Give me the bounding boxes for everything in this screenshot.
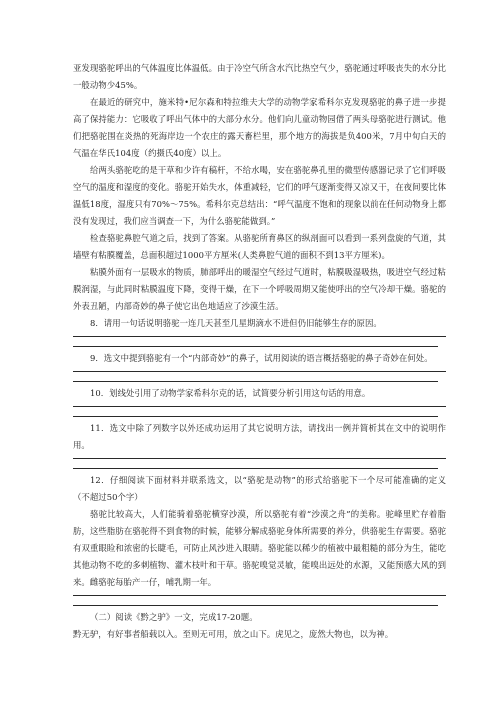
paragraph: 在最近的研究中，施米特•尼尔森和特拉维夫大学的动物学家希科尔克发现骆驼的鼻子进一步提高了保持能力：它吸收了呼出气体中的大部分水分。他们向儿童动物园借了两头母骆驼进行测试。他们把骆驼围在炎热的死海岸边一个农庄的露天畜栏里，那个地方的海拔是负400米，7月中旬白天的气温在华氏104度（约摄氏40度）以上。 xyxy=(73,97,446,158)
answer-line xyxy=(73,346,438,347)
classical-text-line: 黔无驴，有好事者船载以入。至则无可用，放之山下。虎见之，庞然大物也，以为神。 xyxy=(73,629,394,639)
paragraph: 亚发现骆驼呼出的气体温度比体温低。由于冷空气所含水汽比热空气少，骆驼通过呼吸丧失的水分比一般动物少45%。 xyxy=(73,63,446,90)
question-9: 9．选文中提到骆驼有一个“内部奇妙”的鼻子，试用阅读的语言概括骆驼的鼻子奇妙在何处。 xyxy=(90,353,433,363)
answer-line xyxy=(73,336,446,337)
answer-line xyxy=(73,458,446,459)
answer-line xyxy=(73,595,446,596)
question-10: 10．划线处引用了动物学家希科尔克的话，试简要分析引用这句话的用意。 xyxy=(90,388,371,398)
answer-lines-12[interactable] xyxy=(73,591,446,609)
section-heading: （二）阅读《黔之驴》一文，完成17-20题。 xyxy=(90,612,258,622)
answer-lines-10[interactable] xyxy=(73,402,446,420)
paragraph: 给两头骆驼吃的是干草和少许有稿杆，不给水喝，安在骆驼鼻孔里的微型传感器记录了它们呼吸空气的温度和湿度的变化。骆驼开始失水，体重减轻，它们的呼气逐渐变得又凉又干，在夜间要比体温低18度，湿度只有70%～75%。希科尔克总结出：“呼气温度不饱和的现象以前在任何动物身上都没有发现过，我们应当调查一下，为什么骆驼能做到。” xyxy=(73,165,446,226)
answer-lines-9[interactable] xyxy=(73,367,446,385)
answer-line xyxy=(73,406,446,407)
answer-lines-8[interactable] xyxy=(73,332,446,350)
answer-lines-11[interactable] xyxy=(73,454,446,472)
question-11: 11．选文中除了列数字以外还成功运用了其它说明方法，请找出一例并简析其在文中的说明作用。 xyxy=(73,423,446,450)
answer-line xyxy=(73,605,438,606)
answer-line xyxy=(73,381,438,382)
material-paragraph: 骆驼比较高大，人们能骑着骆驼横穿沙漠，所以骆驼有着“沙漠之舟”的美称。驼峰里贮存着脂肪，这些脂肪在骆驼得不到食物的时候，能够分解成骆驼身体所需要的养分，供骆驼生存需要。骆驼有双重眼睑和浓密的长睫毛，可防止风沙进入眼睛。骆驼能以稀少的植被中最粗糙的部分为生，能吃其他动物不吃的多刺植物、灌木枝叶和干草。骆驼嗅觉灵敏，能嗅出远处的水源，又能预感大风的到来。雌骆驼每胎产一仔，哺乳期一年。 xyxy=(73,509,446,587)
answer-line xyxy=(73,468,438,469)
answer-line xyxy=(73,371,446,372)
question-12: 12．仔细阅读下面材料并联系选文，以“骆驼是动物”的形式给骆驼下一个尽可能准确的定义（不超过50个字） xyxy=(73,475,446,502)
paragraph: 检查骆驼鼻腔气道之后，找到了答案。从骆驼所育鼻区的纵剖面可以看到一系列盘旋的气道，其墙壁有粘膜覆盖，总面积超过1000平方厘米(人类鼻腔气道的面积不到13平方厘米)。 xyxy=(73,233,446,260)
paragraph: 粘膜外面有一层吸水的物质，肺部呼出的暖湿空气经过气道时，粘膜吸湿吸热，吸进空气经过粘膜润湿，与此同时粘膜温度下降，变得干燥，在下一个呼吸周期又能使呼出的空气冷却干燥。骆驼的外表丑陋，内部奇妙的鼻子使它出色地适应了沙漠生活。 xyxy=(73,267,446,311)
answer-line xyxy=(73,416,438,417)
question-8: 8．请用一句话说明骆驼一连几天甚至几星期滴水不进但仍旧能够生存的原因。 xyxy=(90,318,382,328)
